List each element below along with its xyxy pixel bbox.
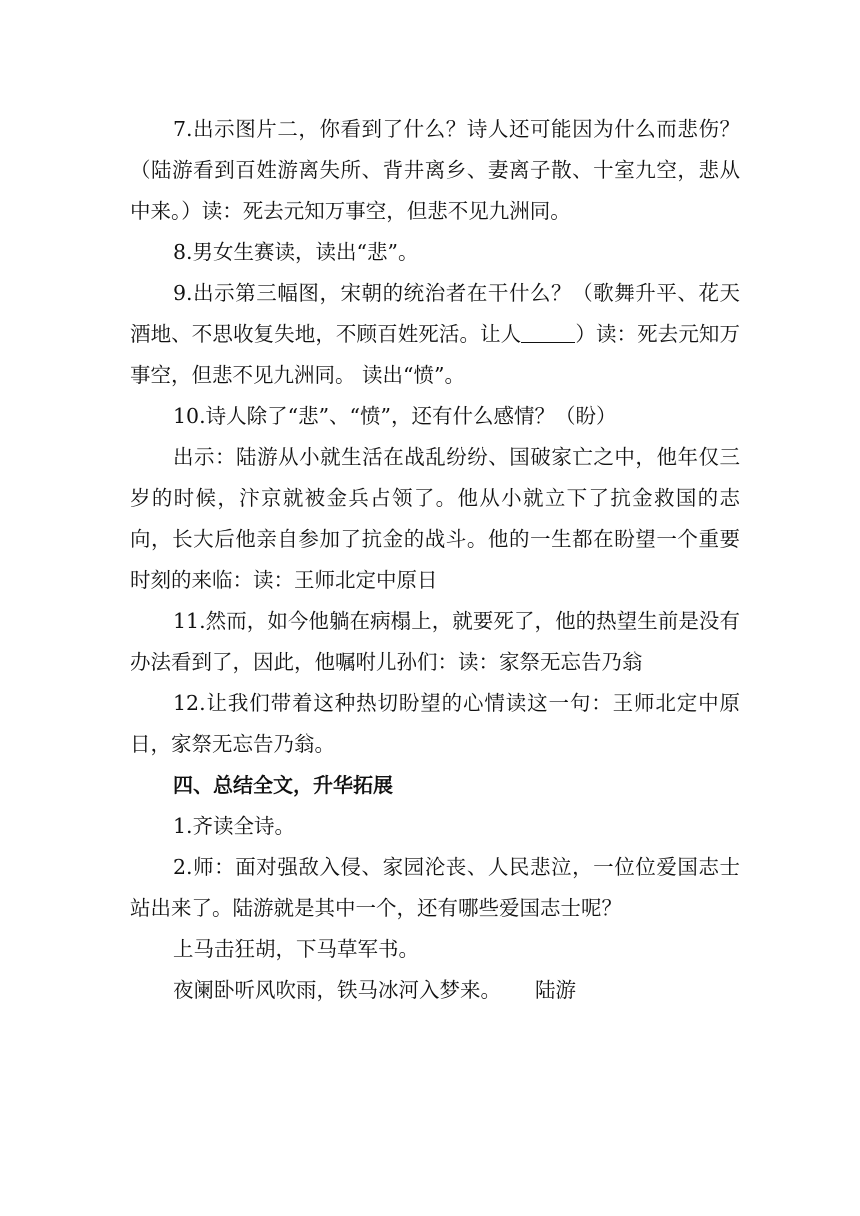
paragraph-step-9-part-b: ）读：死去元知万事空，但悲不见九洲同。 读出“愤”。 <box>130 322 741 387</box>
paragraph-step-11: 11.然而，如今他躺在病榻上，就要死了，他的热望生前是没有办法看到了，因此，他嘱咐儿孙们：读：家祭无忘告乃翁 <box>130 609 740 674</box>
paragraph-summary-2: 2.师：面对强敌入侵、家园沦丧、人民悲泣，一位位爱国志士站出来了。陆游就是其中一个，还有哪些爱国志士呢？ <box>130 855 740 920</box>
paragraph-step-10: 10.诗人除了“悲”、“愤”，还有什么感情？（盼） <box>173 404 617 428</box>
paragraph-summary-1: 1.齐读全诗。 <box>173 814 296 838</box>
poem-line-1: 上马击狂胡，下马草军书。 <box>173 937 419 961</box>
poem-author: 陆游 <box>535 978 576 1002</box>
poem-line-2 <box>130 970 740 1011</box>
paragraph-step-7: 7.出示图片二，你看到了什么？诗人还可能因为什么而悲伤？（陆游看到百姓游离失所、背井离乡、妻离子散、十室九空，悲从中来。）读：死去元知万事空，但悲不见九洲同。 <box>130 117 740 223</box>
poem-line-2-text: 夜阑卧听风吹雨，铁马冰河入梦来。 <box>173 978 501 1002</box>
paragraph-step-8: 8.男女生赛读，读出“悲”。 <box>173 240 419 264</box>
paragraph-step-10-display: 出示：陆游从小就生活在战乱纷纷、国破家亡之中，他年仅三岁的时候，汴京就被金兵占领了。他从小就立下了抗金救国的志向，长大后他亲自参加了抗金的战斗。他的一生都在盼望一个重要时刻的来临：读：王师北定中原日 <box>130 445 740 592</box>
section-heading: 四、总结全文，升华拓展 <box>173 773 393 797</box>
paragraph-step-12: 12.让我们带着这种热切盼望的心情读这一句：王师北定中原日，家祭无忘告乃翁。 <box>130 691 740 756</box>
paragraph-step-9-part-a: 9.出示第三幅图，宋朝的统治者在干什么？（歌舞升平、花天酒地、不思收复失地，不顾百姓死活。让人 <box>130 281 740 346</box>
fill-in-blank <box>521 324 575 343</box>
paragraph-step-9 <box>130 273 740 396</box>
